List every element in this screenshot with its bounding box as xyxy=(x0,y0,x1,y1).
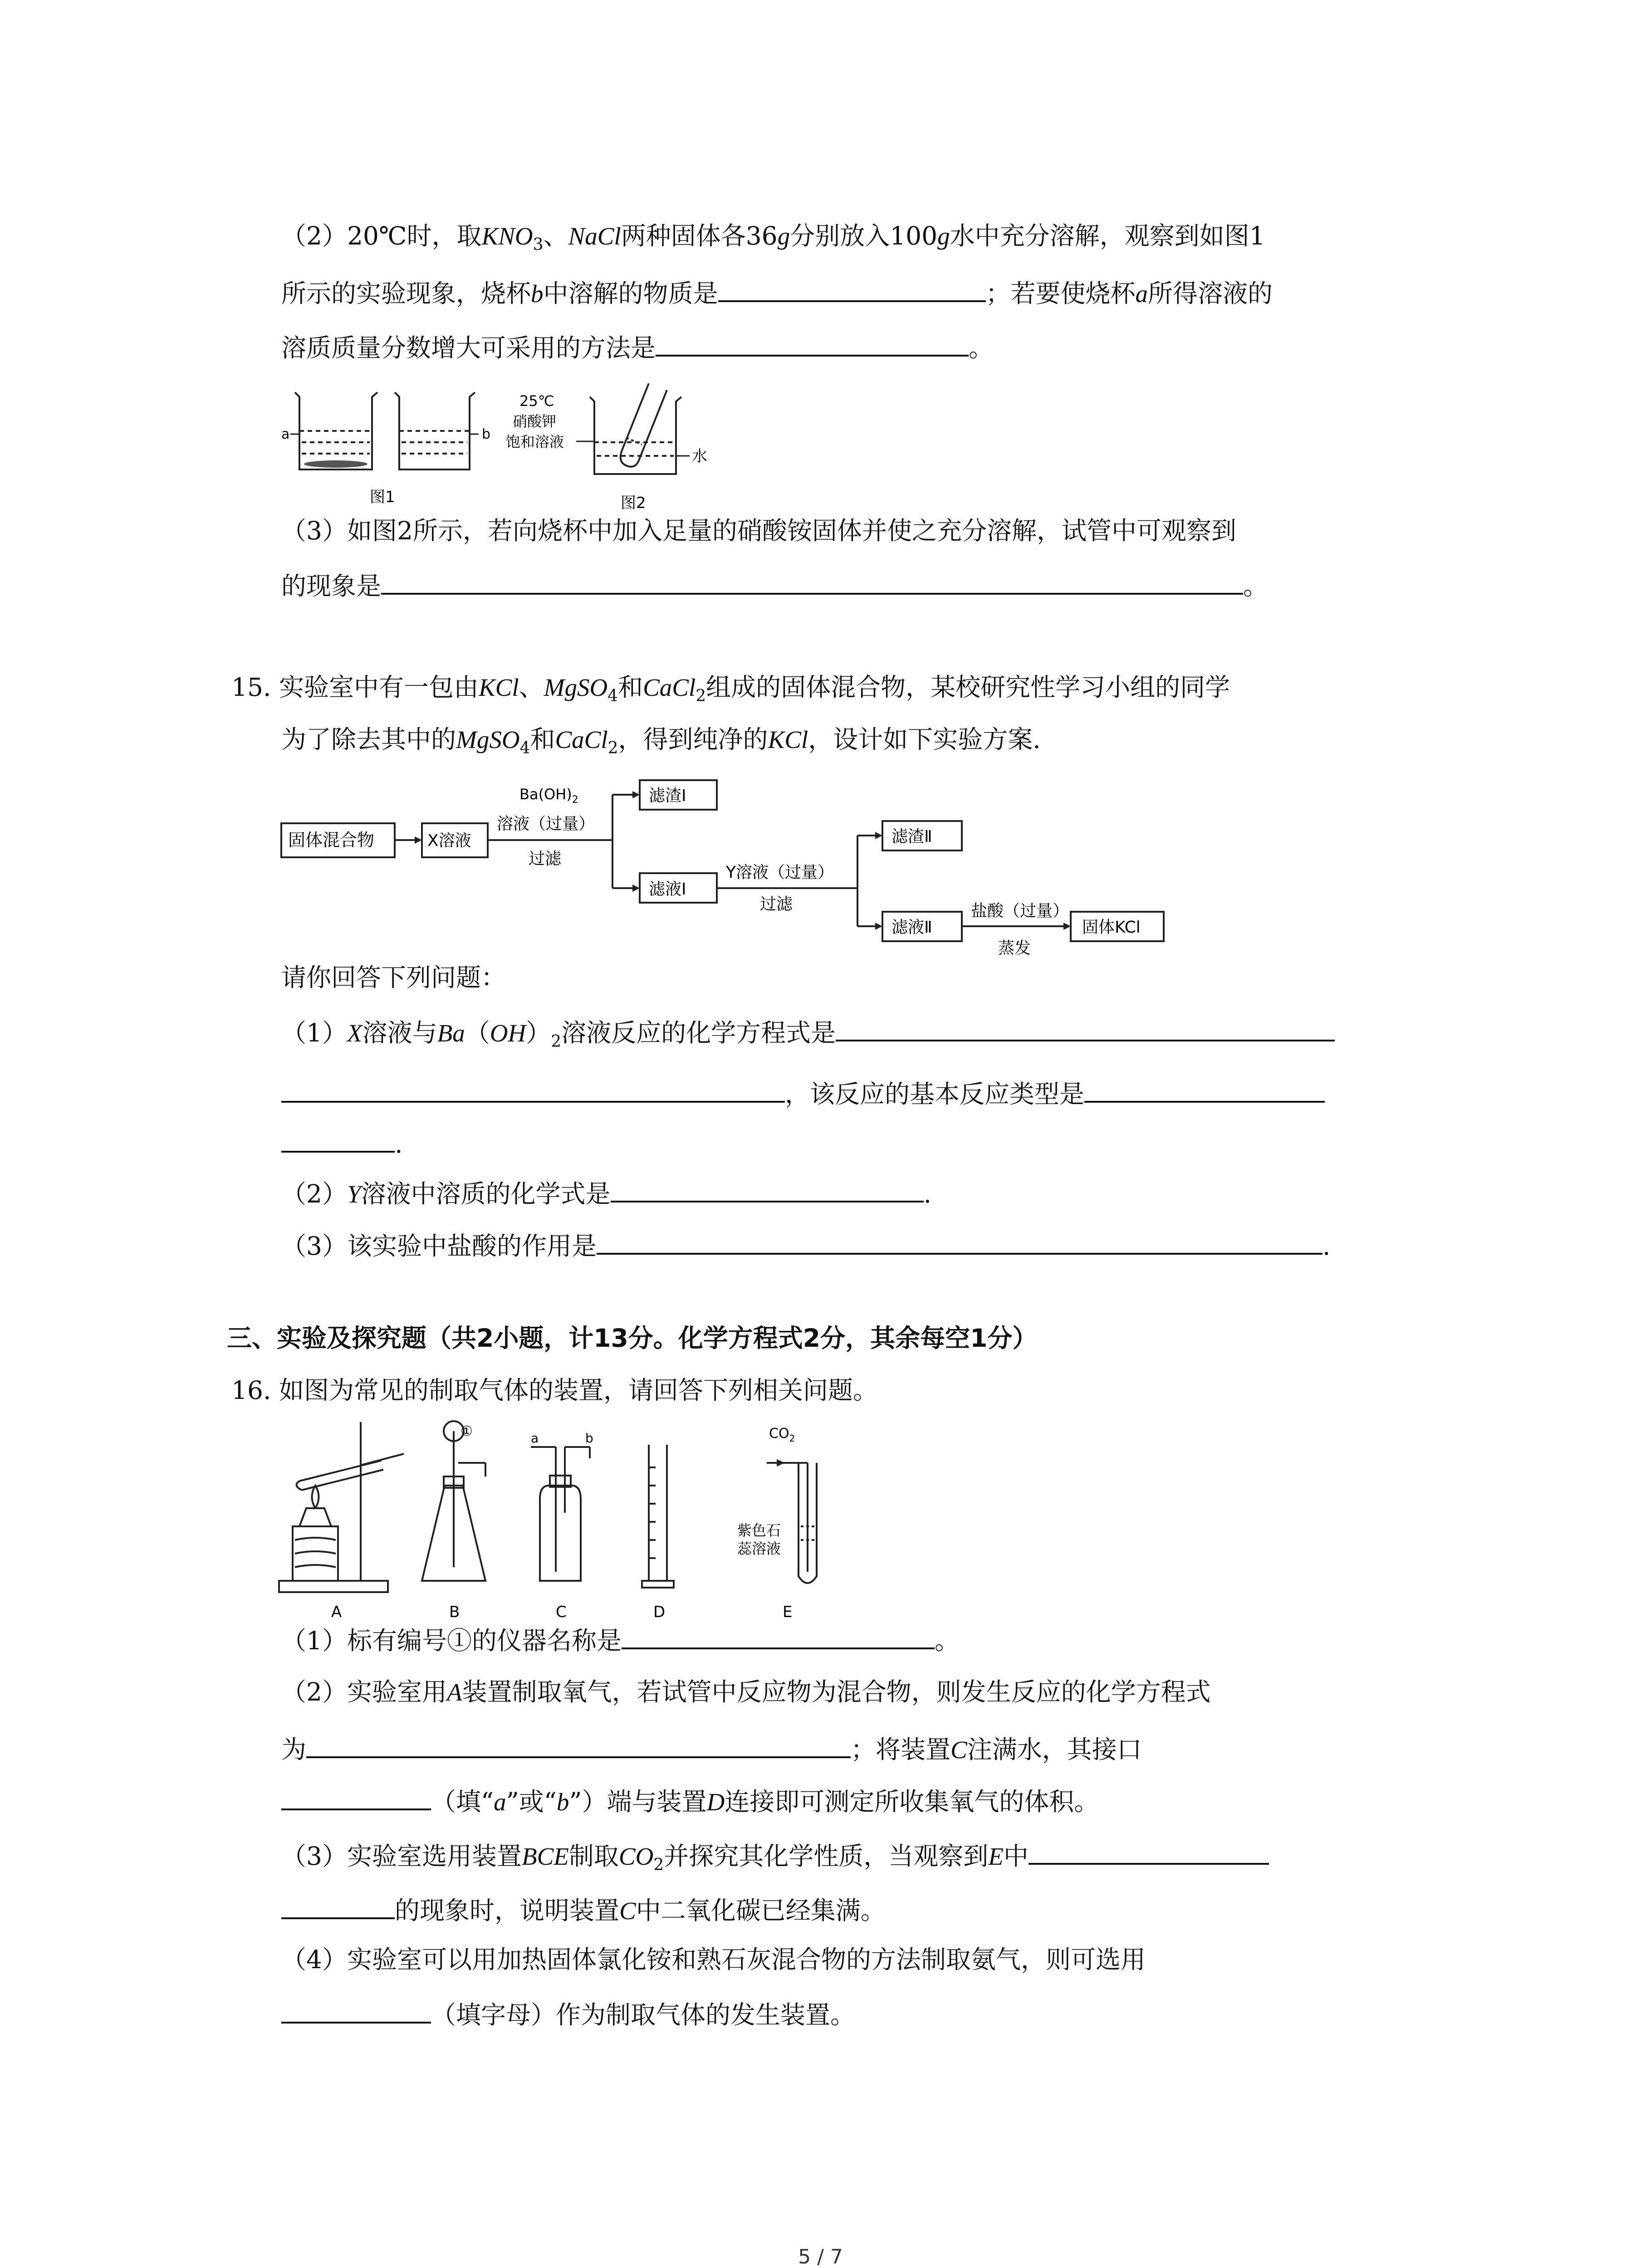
answer-blank-reaction-type[interactable] xyxy=(1084,1073,1325,1103)
q15-q3: （3）该实验中盐酸的作用是 . xyxy=(281,1225,1330,1264)
q15-ask: 请你回答下列问题： xyxy=(281,963,506,992)
flow-y-solution: Y溶液（过量） xyxy=(726,863,834,882)
label-a-port: a xyxy=(531,1431,539,1446)
q15-q2: （2）Y溶液中溶质的化学式是 . xyxy=(281,1173,931,1212)
beaker-figures xyxy=(277,383,730,524)
flow-solid-mixture: 固体混合物 xyxy=(288,830,375,850)
flow-kcl-solid: 固体KCl xyxy=(1082,918,1141,937)
beaker-testtube-icon xyxy=(590,383,681,474)
answer-blank-beaker-b[interactable] xyxy=(718,272,986,302)
answer-blank-y-solute[interactable] xyxy=(611,1173,924,1202)
q16-q4-line2: （填字母）作为制取气体的发生装置。 xyxy=(281,1994,855,2033)
q14-part3-line2: 的现象是 。 xyxy=(281,565,1268,604)
q15-intro-line2: 为了除去其中的MgSO$_4$和CaCl$_2$，得到纯净的KCl，设计如下实验方案. xyxy=(281,725,1041,758)
fig2-caption: 图2 xyxy=(621,494,646,512)
q14-part2-line1: （2）20℃时，取$KNO_3$、NaCl两种固体各36g分别放入100g水中充分溶解，观察到如图1 xyxy=(281,221,1265,254)
beaker-b-icon xyxy=(395,392,475,469)
flow-baoh: $Ba(OH)_2$ xyxy=(519,786,578,806)
label-B: B xyxy=(449,1603,460,1621)
flow-residue-2: 滤渣Ⅱ xyxy=(892,827,932,846)
answer-blank-hcl-role[interactable] xyxy=(597,1225,1323,1255)
q15-q1-line2: ，该反应的基本反应类型是 xyxy=(281,1073,1325,1112)
apparatus-d-icon xyxy=(642,1445,674,1588)
label-litmus-2: 蕊溶液 xyxy=(737,1540,781,1557)
label-E: E xyxy=(783,1603,793,1621)
water-label: 水 xyxy=(692,447,707,465)
label-co2: $CO_2$ xyxy=(769,1426,795,1444)
label-D: D xyxy=(653,1603,666,1621)
q14-part2-line3: 溶质质量分数增大可采用的方法是 。 xyxy=(281,327,994,366)
q16-q4-line1: （4）实验室可以用加热固体氯化铵和熟石灰混合物的方法制取氨气，则可选用 xyxy=(281,1945,1146,1974)
q15-q1-line3: . xyxy=(281,1123,402,1162)
flow-excess-1: 溶液（过量） xyxy=(497,815,595,833)
answer-blank-reaction-type-cont[interactable] xyxy=(281,1123,395,1153)
label-b-port: b xyxy=(585,1431,593,1446)
flow-filtrate-1: 滤液Ⅰ xyxy=(649,880,686,899)
answer-blank-oxygen-equation[interactable] xyxy=(306,1728,851,1758)
q16-q1: （1）标有编号①的仪器名称是 。 xyxy=(281,1619,960,1659)
label-C: C xyxy=(556,1603,567,1621)
experiment-flowchart xyxy=(272,771,1180,962)
answer-blank-port[interactable] xyxy=(281,1780,431,1810)
answer-blank-instrument-name[interactable] xyxy=(622,1619,935,1649)
flow-filter-2: 过滤 xyxy=(760,895,793,914)
gas-apparatus-figure xyxy=(272,1418,885,1626)
kno3-label-2: 饱和溶液 xyxy=(506,433,564,450)
kno3-label-1: 硝酸钾 xyxy=(513,413,557,430)
answer-blank-equation-cont[interactable] xyxy=(281,1073,785,1103)
q16-q2-line2: 为 ；将装置C注满水，其接口 xyxy=(281,1728,1142,1768)
q15-q1-line1: （1）X溶液与$Ba(OH)_2$溶液反应的化学方程式是 xyxy=(281,1012,1335,1051)
section-3-heading: 三、实验及探究题（共2小题，计13分。化学方程式2分，其余每空1分） xyxy=(227,1324,1038,1353)
apparatus-c-icon xyxy=(531,1447,590,1581)
answer-blank-increase-method[interactable] xyxy=(656,327,969,357)
answer-blank-observation-e[interactable] xyxy=(1029,1835,1269,1865)
q14-part3-line1: （3）如图2所示，若向烧杯中加入足量的硝酸铵固体并使之充分溶解，试管中可观察到 xyxy=(281,516,1236,545)
q16-q3-line2: 的现象时，说明装置C中二氧化碳已经集满。 xyxy=(281,1889,886,1929)
flow-hcl: 盐酸（过量） xyxy=(971,902,1069,920)
apparatus-b-icon xyxy=(422,1421,485,1581)
flow-residue-1: 滤渣Ⅰ xyxy=(649,787,686,805)
q16-intro: 16. 如图为常见的制取气体的装置，请回答下列相关问题。 xyxy=(231,1376,878,1405)
answer-blank-observation-e-cont[interactable] xyxy=(281,1889,395,1919)
label-b: b xyxy=(482,426,491,442)
label-litmus-1: 紫色石 xyxy=(737,1522,781,1539)
beaker-a-icon xyxy=(295,392,377,469)
label-a: a xyxy=(281,426,290,442)
label-A: A xyxy=(331,1603,342,1621)
q16-q3-line1: （3）实验室选用装置BCE制取$CO_2$并探究其化学性质，当观察到E中 xyxy=(281,1835,1269,1875)
flow-x-solution: X溶液 xyxy=(427,831,471,850)
q15-intro-line1: 15. 实验室中有一包由KCl、MgSO$_4$和CaCl$_2$组成的固体混合物，某校研究性学习小组的同学 xyxy=(231,673,1230,705)
q16-q2-line1: （2）实验室用A装置制取氧气，若试管中反应物为混合物，则发生反应的化学方程式 xyxy=(281,1677,1211,1706)
label-circled-1: ① xyxy=(460,1423,473,1439)
q16-q2-line3: （填“a”或“b”）端与装置D连接即可测定所收集氧气的体积。 xyxy=(281,1780,1099,1820)
answer-blank-observation[interactable] xyxy=(381,565,1243,595)
flow-evaporate: 蒸发 xyxy=(998,939,1031,958)
answer-blank-generator[interactable] xyxy=(281,1994,431,2024)
fig1-caption: 图1 xyxy=(370,488,395,506)
flow-filtrate-2: 滤液Ⅱ xyxy=(892,918,932,937)
flow-filter-1: 过滤 xyxy=(529,850,562,868)
q14-part2-line2: 所示的实验现象，烧杯b中溶解的物质是 ；若要使烧杯a所得溶液的 xyxy=(281,272,1273,312)
answer-blank-equation[interactable] xyxy=(836,1012,1335,1041)
temp-label: 25℃ xyxy=(519,392,554,410)
page-number: 5 / 7 xyxy=(798,2245,843,2268)
apparatus-a-icon xyxy=(279,1422,404,1592)
